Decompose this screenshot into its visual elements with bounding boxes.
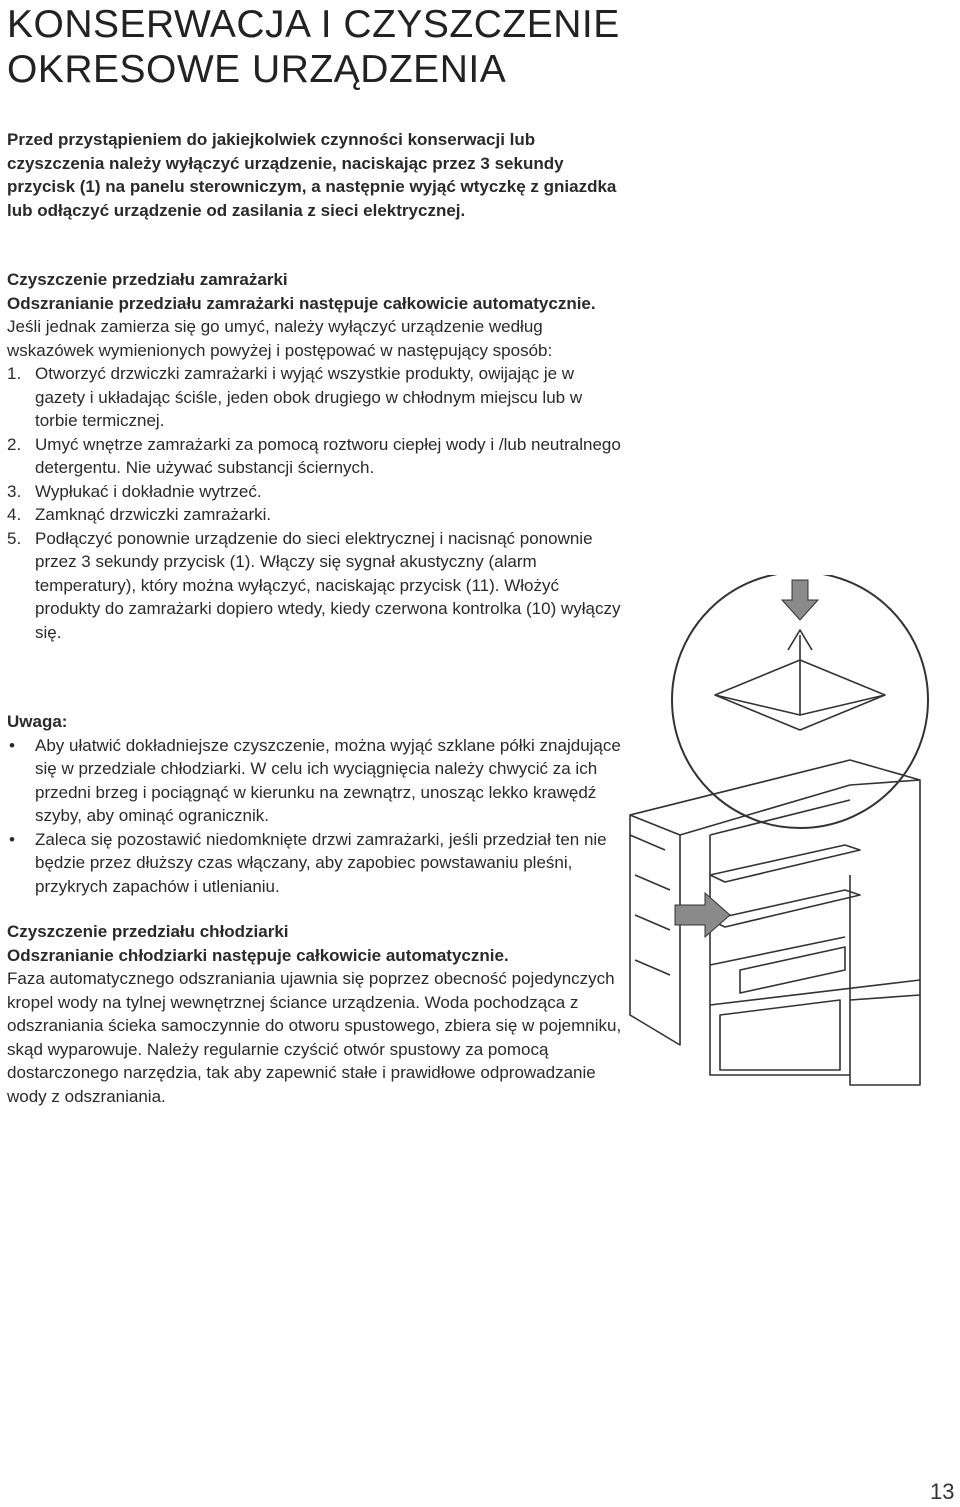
note-list (7, 734, 627, 899)
step-text: Umyć wnętrze zamrażarki za pomocą roztworu ciepłej wody i /lub neutralnego detergentu. Nie używać substancji ściernych. (35, 434, 621, 477)
bullet-icon: • (9, 829, 15, 849)
freezer-section (7, 268, 627, 644)
step-text: Wypłukać i dokładnie wytrzeć. (35, 481, 262, 501)
list-item (7, 527, 627, 645)
intro-section (7, 128, 627, 222)
fridge-subheading: Odszranianie chłodziarki następuje całkowicie automatycznie. (7, 945, 509, 965)
freezer-intro-text: Jeśli jednak zamierza się go umyć, należy wyłączyć urządzenie według wskazówek wymienionych powyżej i postępować w następujący sposób: (7, 317, 553, 360)
fridge-heading: Czyszczenie przedziału chłodziarki (7, 922, 289, 941)
step-number: 1. (7, 364, 22, 383)
note-heading: Uwaga: (7, 712, 68, 731)
list-item (7, 480, 627, 504)
freezer-steps-list (7, 362, 627, 644)
note-text: Aby ułatwić dokładniejsze czyszczenie, można wyjąć szklane półki znajdujące się w przedziale chłodziarki. W celu ich wyciągnięcia należy chwycić za ich przedni brzeg i pociągnąć w kierunku na zewnątrz, unosząc lekko krawędź szyby, aby ominąć ogranicznik. (35, 735, 621, 825)
note-section (7, 710, 627, 898)
list-item (7, 828, 627, 899)
step-text: Podłączyć ponownie urządzenie do sieci elektrycznej i nacisnąć ponownie przez 3 sekundy przycisk (1). Włączy się sygnał akustyczny (alarm temperatury), który można wyłączyć, naciskając przycisk (11). Włożyć produkty do zamrażarki dopiero wtedy, kiedy czerwona kontrolka (10) wyłączy się. (35, 528, 621, 642)
intro-paragraph: Przed przystąpieniem do jakiejkolwiek czynności konserwacji lub czyszczenia należy wyłączyć urządzenie, naciskając przez 3 sekundy przycisk (1) na panelu sterowniczym, a następnie wyjąć wtyczkę z gniazdka lub odłączyć urządzenie od zasilania z sieci elektrycznej. (7, 130, 617, 220)
bullet-icon: • (9, 735, 15, 755)
list-item (7, 362, 627, 433)
refrigerator-illustration-icon (620, 575, 950, 1100)
page-title (7, 2, 907, 92)
list-item (7, 433, 627, 480)
step-number: 3. (7, 481, 22, 501)
fridge-section (7, 920, 627, 1108)
page-title-line-2: OKRESOWE URZĄDZENIA (7, 48, 507, 91)
list-item (7, 503, 627, 527)
page-title-line-1: KONSERWACJA I CZYSZCZENIE (7, 3, 620, 46)
freezer-subheading: Odszranianie przedziału zamrażarki następuje całkowicie automatycznie. (7, 293, 596, 313)
list-item (7, 734, 627, 828)
freezer-heading: Czyszczenie przedziału zamrażarki (7, 270, 288, 289)
fridge-text: Faza automatycznego odszraniania ujawnia się poprzez obecność pojedynczych kropel wody na tylnej wewnętrznej ściance urządzenia. Woda pochodząca z odszraniania ścieka samoczynnie do otworu spustowego, zbiera się w pojemniku, skąd wyparowuje. Należy regularnie czyścić otwór spustowy za pomocą dostarczonego narzędzia, tak aby zapewnić stałe i prawidłowe odprowadzanie wody z odszraniania. (7, 969, 622, 1106)
step-number: 5. (7, 528, 22, 548)
step-number: 4. (7, 505, 22, 524)
note-text: Zaleca się pozostawić niedomknięte drzwi zamrażarki, jeśli przedział ten nie będzie przez dłuższy czas włączany, aby zapobiec powstawaniu pleśni, przykrych zapachów i utlenianiu. (35, 829, 607, 896)
step-number: 2. (7, 434, 22, 454)
step-text: Otworzyć drzwiczki zamrażarki i wyjąć wszystkie produkty, owijając je w gazety i układając ściśle, jeden obok drugiego w chłodnym miejscu lub w torbie termicznej. (35, 364, 583, 430)
step-text: Zamknąć drzwiczki zamrażarki. (35, 505, 272, 524)
page-number: 13 (930, 1479, 955, 1504)
